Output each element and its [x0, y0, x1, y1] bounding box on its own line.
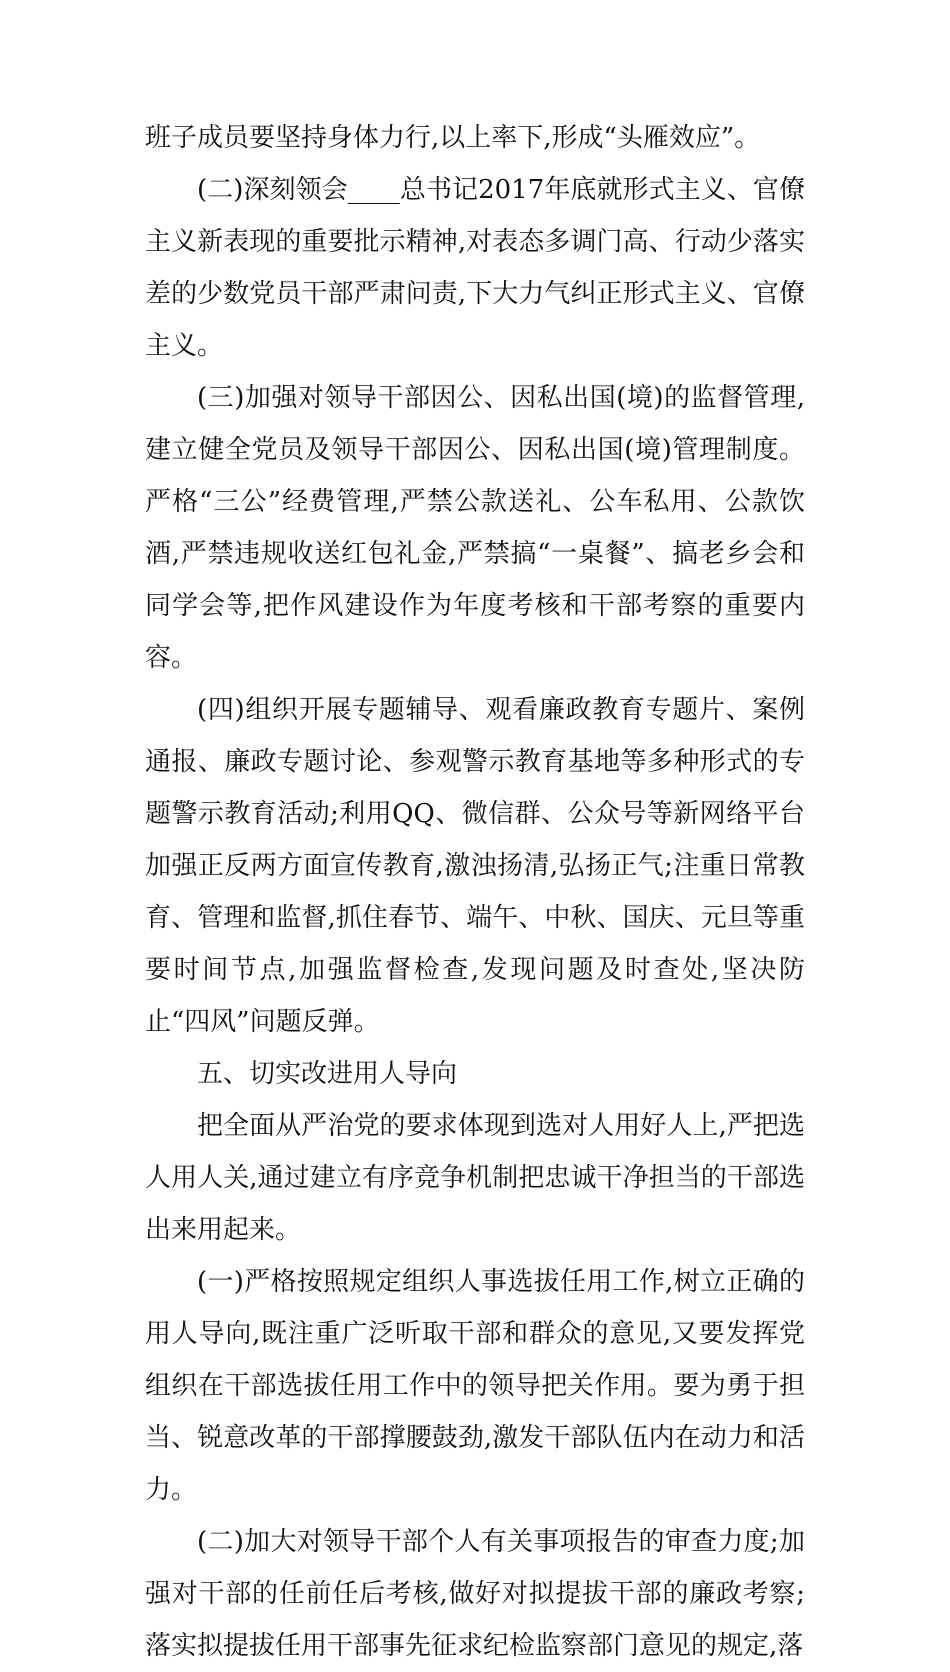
paragraph-item-4: (四)组织开展专题辅导、观看廉政教育专题片、案例通报、廉政专题讨论、参观警示教育基地等多种形式的专题警示教育活动;利用QQ、微信群、公众号等新网络平台加强正反两方面宣传教育,激浊扬清,弘扬正气;注重日常教育、管理和监督,抓住春节、端午、中秋、国庆、元旦等重要时间节点,加强监督检查,发现问题及时查处,坚决防止“四风”问题反弹。 — [145, 695, 805, 1037]
paragraph-item-3: (三)加强对领导干部因公、因私出国(境)的监督管理,建立健全党员及领导干部因公、因私出国(境)管理制度。严格“三公”经费管理,严禁公款送礼、公车私用、公款饮酒,严禁违规收送红包礼金,严禁搞“一桌餐”、搞老乡会和同学会等,把作风建设作为年度考核和干部考察的重要内容。 — [145, 383, 805, 673]
section-intro-paragraph: 把全面从严治党的要求体现到选对人用好人上,严把选人用人关,通过建立有序竞争机制把忠诚干净担当的干部选出来用起来。 — [145, 1111, 805, 1245]
document-body — [145, 112, 805, 1672]
paragraph-continuation: 班子成员要坚持身体力行,以上率下,形成“头雁效应”。 — [145, 123, 761, 153]
paragraph-item-2: (二)深刻领会____总书记2017年底就形式主义、官僚主义新表现的重要批示精神,对表态多调门高、行动少落实差的少数党员干部严肃问责,下大力气纠正形式主义、官僚主义。 — [145, 175, 805, 361]
section-heading-5: 五、切实改进用人导向 — [197, 1059, 458, 1089]
paragraph-item-1: (一)严格按照规定组织人事选拔任用工作,树立正确的用人导向,既注重广泛听取干部和群众的意见,又要发挥党组织在干部选拔任用工作中的领导把关作用。要为勇于担当、锐意改革的干部撑腰鼓劲,激发干部队伍内在动力和活力。 — [145, 1267, 805, 1505]
paragraph-item-2b: (二)加大对领导干部个人有关事项报告的审查力度;加强对干部的任前任后考核,做好对拟提拔干部的廉政考察;落实拟提拔任用干部事先征求纪检监察部门意见的规定,落 — [145, 1527, 805, 1661]
